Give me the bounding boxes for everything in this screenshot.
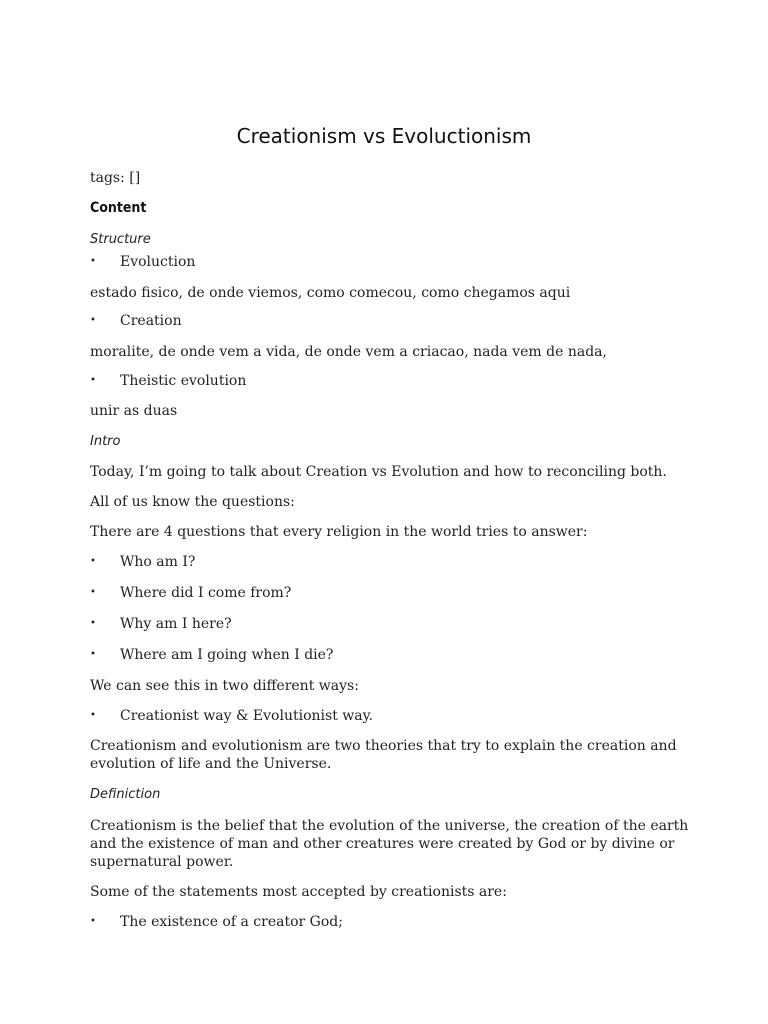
list-item-text: The existence of a creator God; [120,914,343,930]
bullet-icon: • [90,587,96,598]
intro-heading: Intro [90,434,121,449]
theories-paragraph: Creationism and evolutionism are two theories that try to explain the creation and evolution of life and the Universe. [90,738,677,772]
list-item-text: Where am I going when I die? [120,647,334,663]
structure-note: moralite, de onde vem a vida, de onde vem a criacao, nada vem de nada, [90,344,607,360]
list-item-text: Where did I come from? [120,585,292,601]
bullet-icon: • [90,710,96,721]
definition-heading: Definiction [90,787,161,802]
bullet-icon: • [90,618,96,629]
tags-line: tags: [] [90,170,141,186]
list-item-text: Creation [120,313,182,329]
structure-note: unir as duas [90,403,178,419]
ways-paragraph: We can see this in two different ways: [90,678,359,694]
definition-paragraph: Creationism is the belief that the evolution of the universe, the creation of the earth and the existence of man and other creatures were created by God or by divine or supernatural power. [90,818,689,870]
intro-paragraph: Today, I’m going to talk about Creation vs Evolution and how to reconciling both. [90,464,667,480]
bullet-icon: • [90,556,96,567]
statements-paragraph: Some of the statements most accepted by creationists are: [90,884,507,900]
intro-paragraph: There are 4 questions that every religion in the world tries to answer: [90,524,588,540]
list-item-text: Creationist way & Evolutionist way. [120,708,374,724]
list-item-text: Why am I here? [120,616,232,632]
content-heading: Content [90,200,147,216]
bullet-icon: • [90,256,96,267]
list-item-text: Who am I? [120,554,196,570]
structure-note: estado fisico, de onde viemos, como comecou, como chegamos aqui [90,285,571,301]
document-title: Creationism vs Evoluctionism [236,124,532,148]
structure-heading: Structure [90,232,151,247]
bullet-icon: • [90,315,96,326]
bullet-icon: • [90,916,96,927]
bullet-icon: • [90,649,96,660]
bullet-icon: • [90,375,96,386]
intro-paragraph: All of us know the questions: [90,494,295,510]
list-item-text: Evoluction [120,254,196,270]
list-item-text: Theistic evolution [120,373,247,389]
